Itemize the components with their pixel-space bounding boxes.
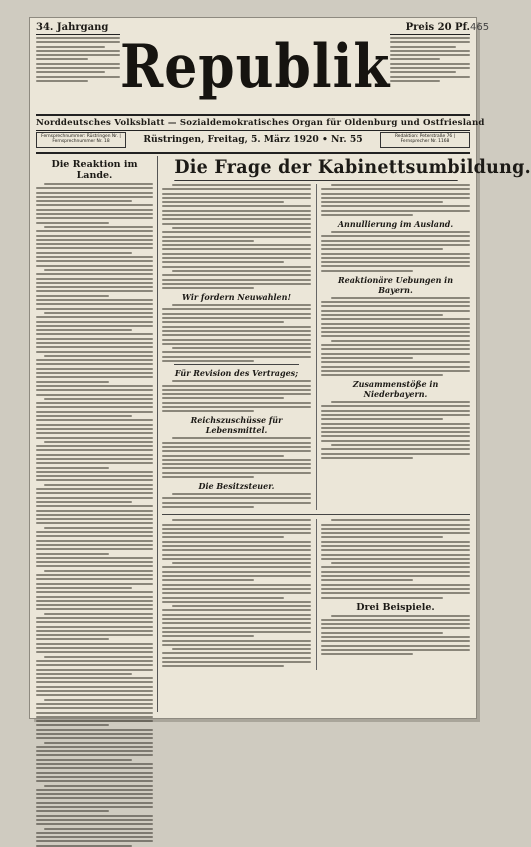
masthead-title: Republik	[120, 31, 391, 102]
column-a	[162, 184, 311, 510]
pencil-note: 465	[470, 22, 490, 33]
right-ear-text	[390, 37, 470, 82]
section-title-revision: Für Revision des Vertrages;	[174, 368, 299, 379]
info-box-left: Fernsprechnummer: Rüstringen Nr. | Fernsprechnummer Nr. 18	[36, 132, 126, 148]
newspaper-page	[30, 18, 531, 718]
section-title-reichszuschuesse: Reichszuschüsse für Lebensmittel.	[190, 415, 283, 436]
column-b	[316, 184, 470, 510]
left-column-body	[36, 183, 153, 847]
section-title-wir-fordern: Wir fordern Neuwahlen!	[182, 292, 291, 303]
section-title-reaktionaere: Reaktionäre Uebungen in Bayern.	[337, 274, 454, 295]
subtitle-bar: Norddeutsches Volksblatt — Sozialdemokratisches Organ für Oldenburg und Ostfriesland	[36, 114, 470, 131]
main-headline: Die Frage der Kabinettsumbildung.	[174, 156, 457, 181]
price-label: Preis 20 Pf.	[390, 22, 470, 35]
section-title-besitzsteuer: Die Besitzsteuer.	[198, 481, 275, 492]
left-column	[36, 156, 158, 712]
dateline: Rüstringen, Freitag, 5. März 1920 • Nr. 55	[143, 134, 363, 145]
left-ear-text	[36, 37, 120, 82]
column-d	[316, 519, 470, 669]
section-title-drei-beispiele: Drei Beispiele.	[356, 601, 435, 613]
lower-columns	[162, 519, 470, 669]
price-box	[390, 22, 470, 84]
section-title-zusammenstoesse: Zusammenstöße in Niederbayern.	[352, 379, 439, 400]
year-box	[36, 22, 120, 84]
section-title-annullierung: Annullierung im Ausland.	[337, 219, 454, 230]
info-box-right: Redaktion: Peterstraße 76 | Fernsprecher Nr. 1168	[380, 132, 470, 148]
column-c	[162, 519, 311, 669]
upper-columns	[162, 184, 470, 510]
dateline-bar	[36, 130, 470, 154]
main-area	[162, 156, 531, 712]
left-column-title: Die Reaktion im Lande.	[51, 159, 138, 181]
year-label: 34. Jahrgang	[36, 22, 120, 35]
